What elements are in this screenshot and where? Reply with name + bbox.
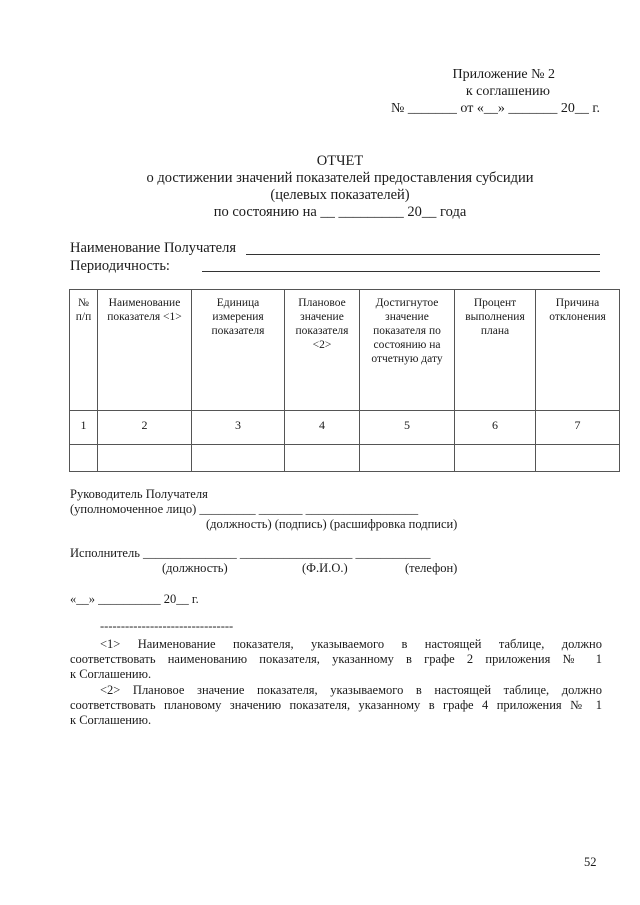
- table-cell[interactable]: [70, 445, 98, 472]
- column-number: 6: [455, 411, 536, 445]
- footnote-1-line1: <1> Наименование показателя, указываемого в настоящей таблице, должно: [100, 637, 602, 651]
- footnote-1-line3: к Соглашению.: [70, 667, 152, 681]
- appendix-agreement: к соглашению: [465, 84, 550, 99]
- header-cell: Достигнутое значение показателя по состоянию на отчетную дату: [360, 290, 455, 411]
- executor-phone-caption: (телефон): [405, 561, 458, 575]
- appendix-block: [360, 66, 600, 117]
- report-title: [60, 153, 620, 221]
- table-cell[interactable]: [536, 445, 620, 472]
- title-report: ОТЧЕТ: [316, 153, 364, 169]
- column-number: 1: [70, 411, 98, 445]
- appendix-number-date: № _______ от «__» _______ 20__ г.: [391, 101, 600, 116]
- column-number: 4: [285, 411, 360, 445]
- head-signature-caption: (должность) (подпись) (расшифровка подписи): [206, 517, 458, 531]
- periodicity-field[interactable]: [202, 271, 600, 272]
- column-number: 3: [192, 411, 285, 445]
- footnote-2: [70, 683, 602, 728]
- footnote-separator: --------------------------------: [100, 619, 234, 633]
- footnote-1-line2: соответствовать наименованию показателя, указанному в графе 2 приложения № 1: [70, 652, 602, 666]
- footnote-2-line1: <2> Плановое значение показателя, указываемого в настоящей таблице, должно: [100, 683, 602, 697]
- executor-line: Исполнитель _______________ __________________ ____________: [70, 546, 431, 560]
- footnote-2-line3: к Соглашению.: [70, 713, 152, 727]
- footnote-2-line2: соответствовать плановому значению показателя, указанному в графе 4 приложения № 1: [70, 698, 602, 712]
- column-number: 2: [98, 411, 192, 445]
- signature-date: «__» __________ 20__ г.: [70, 592, 199, 606]
- title-as-of-date: по состоянию на __ _________ 20__ года: [213, 204, 467, 220]
- header-cell: № п/п: [70, 290, 98, 411]
- title-target-indicators: (целевых показателей): [270, 187, 410, 203]
- table-cell[interactable]: [285, 445, 360, 472]
- header-cell: Процент выполнения плана: [455, 290, 536, 411]
- recipient-name-field[interactable]: [246, 254, 600, 255]
- footnote-1: [70, 637, 602, 682]
- header-cell: Единица измерения показателя: [192, 290, 285, 411]
- table-column-numbers-row: [70, 411, 620, 445]
- head-signature-line: (уполномоченное лицо) _________ _______ __________________: [70, 502, 419, 516]
- executor-position-caption: (должность): [162, 561, 228, 575]
- recipient-label: Наименование Получателя: [70, 240, 237, 256]
- table-cell[interactable]: [455, 445, 536, 472]
- header-cell: Наименование показателя <1>: [98, 290, 192, 411]
- table-row: [70, 445, 620, 472]
- title-subject: о достижении значений показателей предоставления субсидии: [146, 170, 534, 186]
- executor-name-caption: (Ф.И.О.): [302, 561, 348, 575]
- header-cell: Причина отклонения: [536, 290, 620, 411]
- table-header-row: [70, 290, 620, 411]
- table-cell[interactable]: [98, 445, 192, 472]
- appendix-title: Приложение № 2: [452, 67, 555, 82]
- periodicity-label: Периодичность:: [70, 258, 170, 274]
- header-cell: Плановое значение показателя <2>: [285, 290, 360, 411]
- indicators-table: [69, 289, 620, 472]
- head-signature-label: Руководитель Получателя: [70, 487, 208, 501]
- table-cell[interactable]: [360, 445, 455, 472]
- table-cell[interactable]: [192, 445, 285, 472]
- column-number: 5: [360, 411, 455, 445]
- column-number: 7: [536, 411, 620, 445]
- page-number: 52: [584, 855, 597, 869]
